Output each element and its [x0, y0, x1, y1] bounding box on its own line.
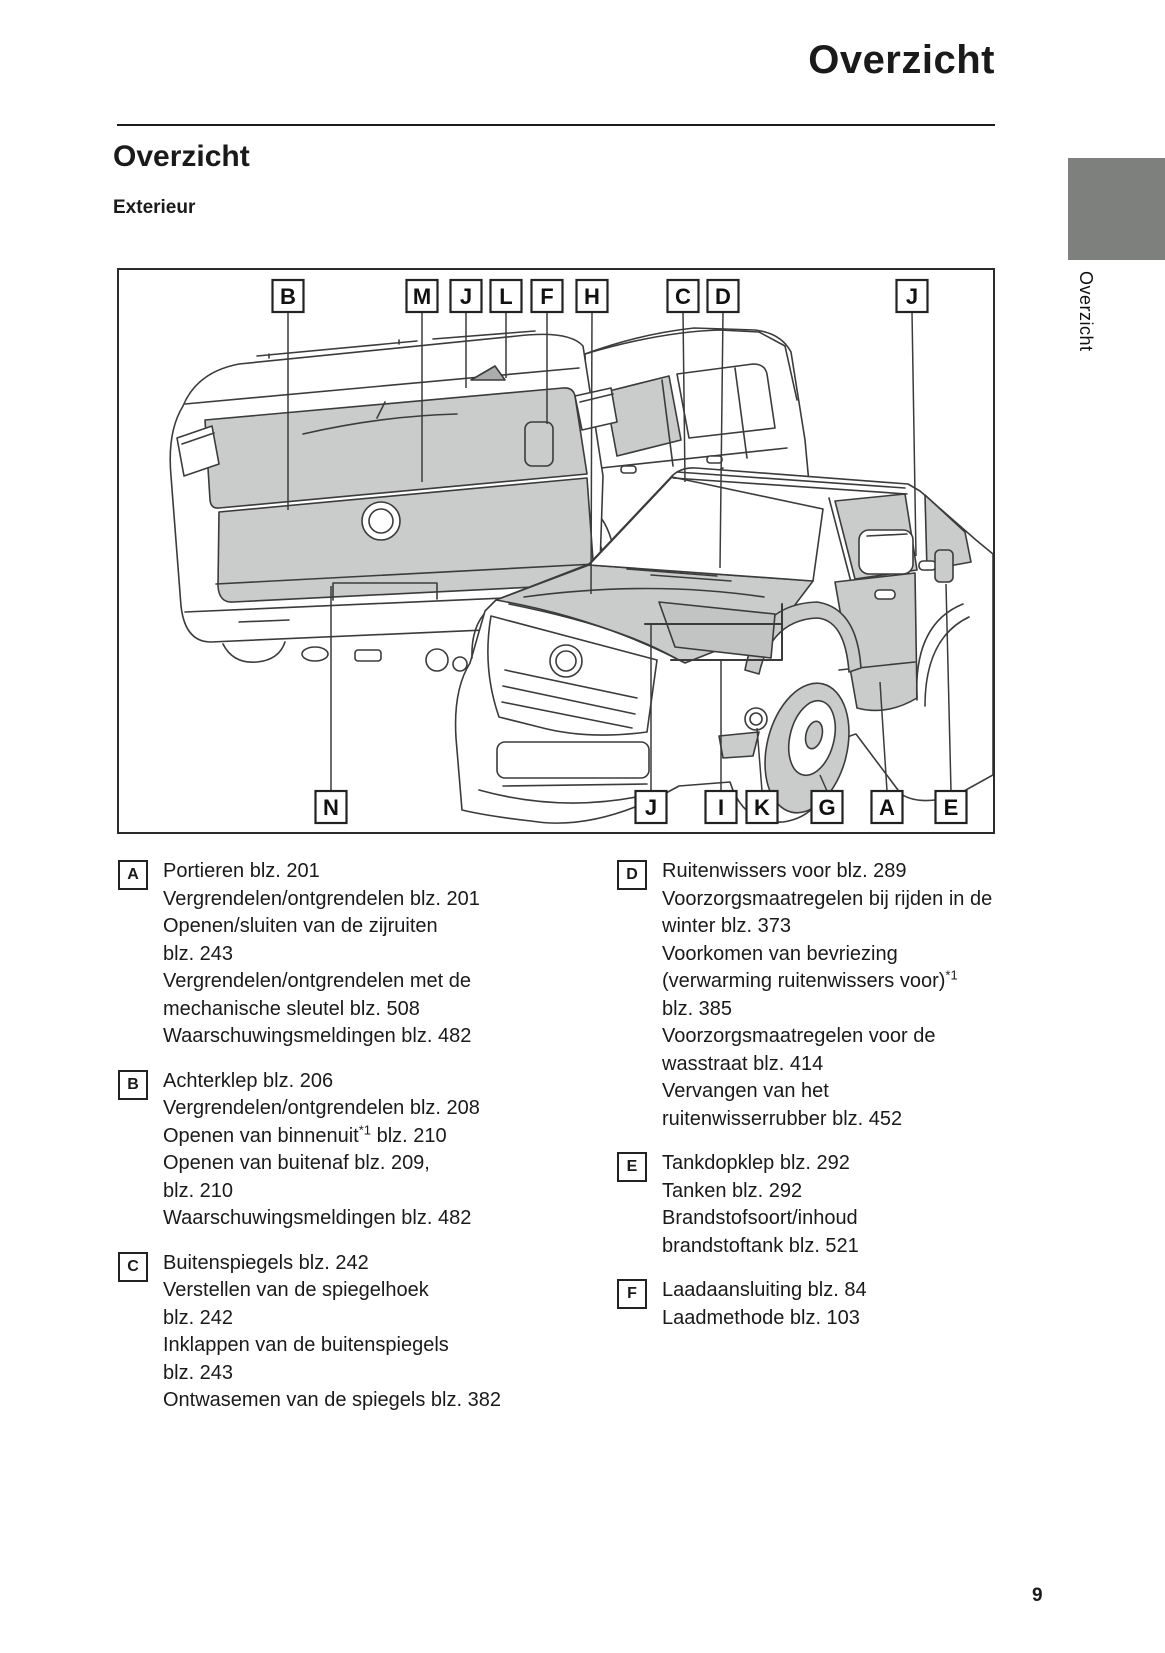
page-number: 9	[1032, 1585, 1043, 1606]
legend-line: blz. 385	[662, 997, 733, 1020]
legend-line: ruitenwisserrubber blz. 452	[662, 1107, 903, 1130]
exterior-diagram	[117, 268, 995, 834]
legend-line: (verwarming ruitenwissers voor)$^{*1}$	[662, 967, 958, 992]
legend-line: Tankdopklep blz. 292	[662, 1152, 850, 1174]
legend-line: Voorkomen van bevriezing	[662, 942, 898, 965]
legend-line: Buitenspiegels blz. 242	[163, 1251, 369, 1274]
legend-item-letter: D	[617, 860, 647, 890]
legend-line: winter blz. 373	[662, 915, 791, 937]
diagram-callout-letter: H	[584, 284, 600, 309]
diagram-callout-letter: N	[323, 795, 339, 820]
legend-line: blz. 243	[163, 1361, 234, 1384]
legend-line: Vergrendelen/ontgrendelen blz. 208	[163, 1097, 480, 1119]
legend-line: Inklappen van de buitenspiegels	[163, 1334, 449, 1356]
running-header-title: Overzicht	[808, 38, 995, 82]
legend-line: Laadmethode blz. 103	[662, 1306, 860, 1329]
legend-item-letter: B	[118, 1070, 148, 1100]
legend-line: Tanken blz. 292	[662, 1179, 803, 1202]
legend-line: wasstraat blz. 414	[662, 1052, 824, 1075]
legend-item-letter: A	[118, 860, 148, 890]
legend-line: Openen/sluiten van de zijruiten	[163, 915, 438, 937]
diagram-callout-letter: J	[644, 795, 658, 820]
legend-item	[118, 1068, 563, 1233]
legend-line: brandstoftank blz. 521	[662, 1234, 859, 1257]
legend-item-letter: F	[617, 1279, 647, 1309]
diagram-callout-letter: K	[754, 795, 770, 820]
legend-line: Vervangen van het	[662, 1080, 829, 1102]
chapter-tab-label: Overzicht	[1076, 271, 1096, 352]
legend-line: blz. 243	[163, 942, 234, 965]
legend-item-letter: C	[118, 1252, 148, 1282]
legend-line: blz. 210	[163, 1179, 234, 1202]
header-rule	[117, 124, 995, 126]
legend-item	[617, 858, 999, 1133]
diagram-callout-letter: B	[280, 284, 296, 309]
diagram-callout-letter: L	[499, 284, 513, 309]
legend-line: Voorzorgsmaatregelen bij rijden in de	[662, 887, 993, 910]
legend-line: Openen van buitenaf blz. 209,	[163, 1152, 430, 1174]
legend-line: Vergrendelen/ontgrendelen met de	[163, 970, 472, 992]
legend-line: Ruitenwissers voor blz. 289	[662, 860, 907, 882]
legend-line: Laadaansluiting blz. 84	[662, 1279, 867, 1301]
legend-line: mechanische sleutel blz. 508	[163, 997, 420, 1020]
legend-item	[118, 1250, 563, 1415]
legend-item	[617, 1150, 999, 1260]
diagram-callout-letter: A	[879, 795, 895, 820]
legend-column-left	[118, 858, 563, 1432]
legend-line: Voorzorgsmaatregelen voor de	[662, 1025, 936, 1047]
legend-line: Achterklep blz. 206	[163, 1069, 334, 1092]
section-title: Overzicht	[113, 140, 250, 173]
legend-line: Waarschuwingsmeldingen blz. 482	[163, 1207, 472, 1229]
exterior-diagram-art	[119, 270, 993, 832]
diagram-callout-letter: E	[943, 795, 959, 820]
legend-line: Vergrendelen/ontgrendelen blz. 201	[163, 887, 480, 910]
legend-item	[118, 858, 563, 1051]
subsection-title: Exterieur	[113, 197, 196, 218]
legend-item-letter: E	[617, 1152, 647, 1182]
legend-line: Ontwasemen van de spiegels blz. 382	[163, 1389, 501, 1411]
legend-line: Openen van binnenuit$^{*1}$ blz. 210	[163, 1121, 447, 1147]
diagram-callout-letter: I	[717, 795, 725, 820]
legend-line: blz. 242	[163, 1306, 234, 1329]
diagram-callout-letter: G	[818, 795, 836, 820]
legend-line: Portieren blz. 201	[163, 860, 320, 882]
diagram-callout-letter: C	[675, 284, 691, 309]
chapter-tab-marker	[1068, 158, 1165, 260]
diagram-callout-letter: F	[540, 284, 554, 309]
diagram-callout-letter: J	[905, 284, 919, 309]
legend-line: Verstellen van de spiegelhoek	[163, 1279, 429, 1301]
legend-line: Waarschuwingsmeldingen blz. 482	[163, 1025, 472, 1047]
diagram-callout-letter: M	[412, 284, 432, 309]
legend-item	[617, 1277, 999, 1332]
diagram-callout-letter: D	[715, 284, 731, 309]
legend-line: Brandstofsoort/inhoud	[662, 1207, 858, 1229]
diagram-callout-letter: J	[459, 284, 473, 309]
legend-column-right	[617, 858, 999, 1349]
